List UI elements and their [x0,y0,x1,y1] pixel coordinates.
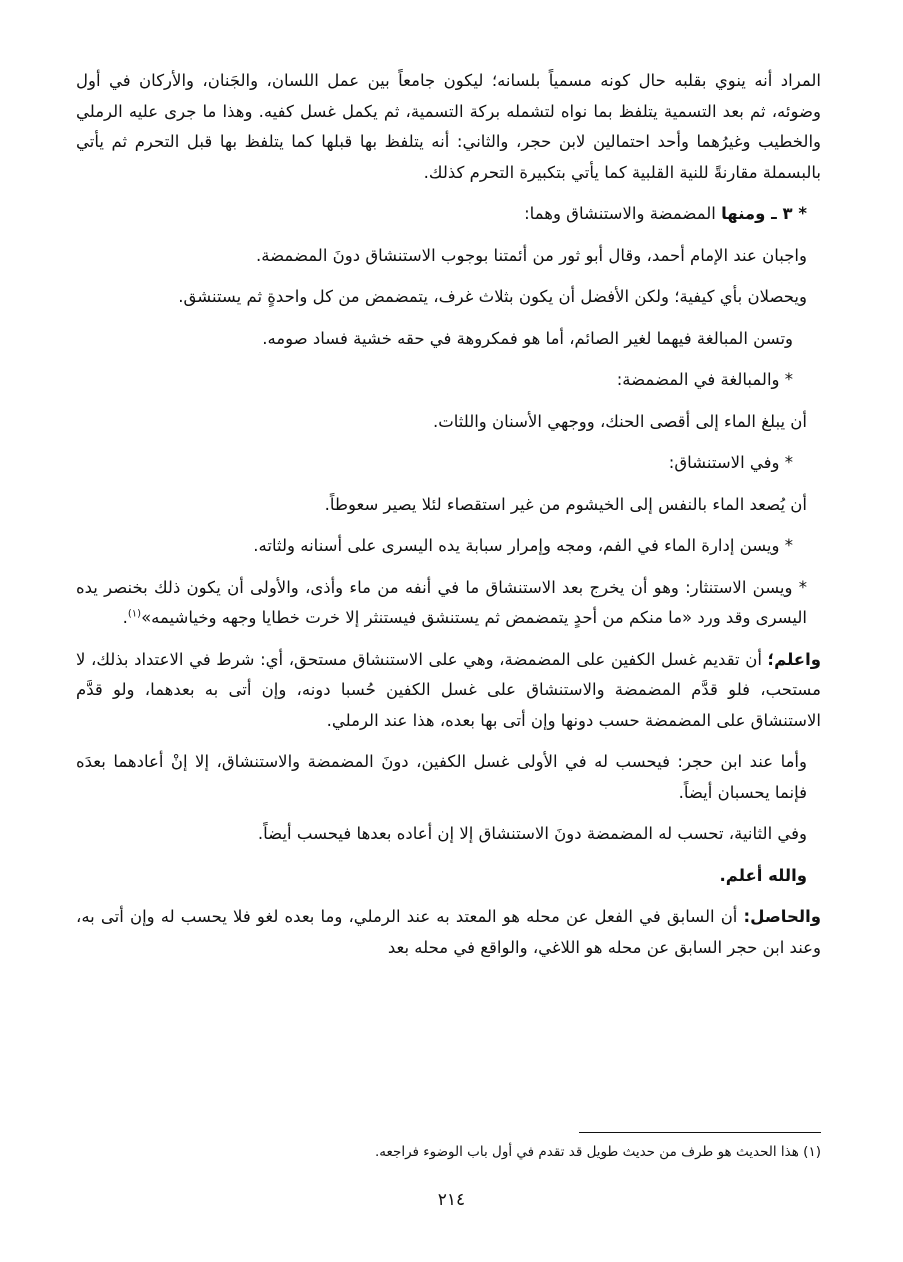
subheading: * وفي الاستنشاق: [668,453,793,472]
paragraph [76,861,821,892]
footnote-ref: (١) [127,608,142,620]
closing-phrase: والله أعلم. [719,865,807,885]
main-text [76,66,821,974]
paragraph: المراد أنه ينوي بقلبه حال كونه مسمياً بلسانه؛ ليكون جامعاً بين عمل اللسان، والجَنان، والأركان في أول وضوئه، ثم بعد التسمية يتلفظ بما نواه لتشمله بركة التسمية، ثم يكمل غسل كفيه. وهذا ما جرى عليه الرملي والخطيب وغيرُهما وأحد احتمالين لابن حجر، والثاني: أنه يتلفظ بها قبلها كما يتلفظ بها قبل التحرم ثم يأتي بالبسملة مقارنةً للنية القلبية كما يأتي بتكبيرة التحرم كذلك. [76,71,821,182]
paragraph-lead: والحاصل: [743,907,821,926]
paragraph: وفي الثانية، تحسب له المضمضة دونَ الاستنشاق إلا إن أعاده بعدها فيحسب أيضاً. [257,824,807,843]
footnote: (١) هذا الحديث هو طرف من حديث طويل قد تقدم في أول باب الوضوء فراجعه. [374,1144,821,1160]
paragraph-text: أن تقديم غسل الكفين على المضمضة، وهي على الاستنشاق مستحق، أي: شرط في الاعتداد بذلك، لا مستحب، فلو قدَّم المضمضة والاستنشاق على غسل الكفين حُسبا دونه، وإن أتى به بعدهما، ولو قدَّم الاستنشاق على المضمضة حسب دونها وإن أتى بها بعده، هذا عند الرملي. [76,649,821,730]
heading-text: المضمضة والاستنشاق وهما: [524,204,722,223]
heading-bold: * ٣ ـ ومنها [721,204,807,223]
footnote-separator [579,1132,821,1133]
paragraph: واجبان عند الإمام أحمد، وقال أبو ثور من أئمتنا بوجوب الاستنشاق دونَ المضمضة. [256,245,807,265]
paragraph [76,645,821,737]
paragraph-text: * ويسن الاستنثار: وهو أن يخرج بعد الاستنشاق ما في أنفه من ماء وأذى، والأولى أن يكون ذلك بخنصر يده اليسرى وقد ورد «ما منكم من أحدٍ يتمضمض ثم يستنشق فيستنثر إلا خرت خطايا وجهه وخياشيمه» [76,577,807,627]
page-number: ٢١٤ [437,1190,466,1210]
paragraph [76,902,821,963]
paragraph: * ويسن إدارة الماء في الفم، ومجه وإمرار سبابة يده اليسرى على أسنانه ولثاته. [253,536,793,555]
paragraph: أن يبلغ الماء إلى أقصى الحنك، ووجهي الأسنان واللثات. [432,411,807,431]
paragraph-text: أن السابق في الفعل عن محله هو المعتد به عند الرملي، وما بعده لغو فلا يحسب له وإن أتى به، وعند ابن حجر السابق عن محله هو اللاغي، والواقع في محله بعد [76,907,821,957]
paragraph: ويحصلان بأي كيفية؛ ولكن الأفضل أن يكون بثلاث غرف، يتمضمض من كل واحدةٍ ثم يستنشق. [178,287,807,306]
paragraph: * ويسن الاستنثار: وهو أن يخرج بعد الاستنشاق ما في أنفه من ماء وأذى، والأولى أن يكون ذلك بخنصر يده اليسرى وقد ورد «ما منكم من أحدٍ يتمضمض ثم يستنشق فيستنثر إلا خرت خطايا وجهه وخياشيمه»$^{(١)}$. [76,577,807,627]
paragraph: أن يُصعد الماء بالنفس إلى الخيشوم من غير استقصاء لئلا يصير سعوطاً. [324,494,807,514]
paragraph: وتسن المبالغة فيهما لغير الصائم، أما هو فمكروهة في حقه خشية فساد صومه. [262,328,793,348]
paragraph: وأما عند ابن حجر: فيحسب له في الأولى غسل الكفين، دونَ المضمضة والاستنشاق، إلا إنْ أعادهما بعدَه فإنما يحسبان أيضاً. [76,752,807,802]
paragraph-lead: واعلم؛ [767,649,821,669]
section-heading [76,199,821,230]
subheading: * والمبالغة في المضمضة: [616,370,793,389]
